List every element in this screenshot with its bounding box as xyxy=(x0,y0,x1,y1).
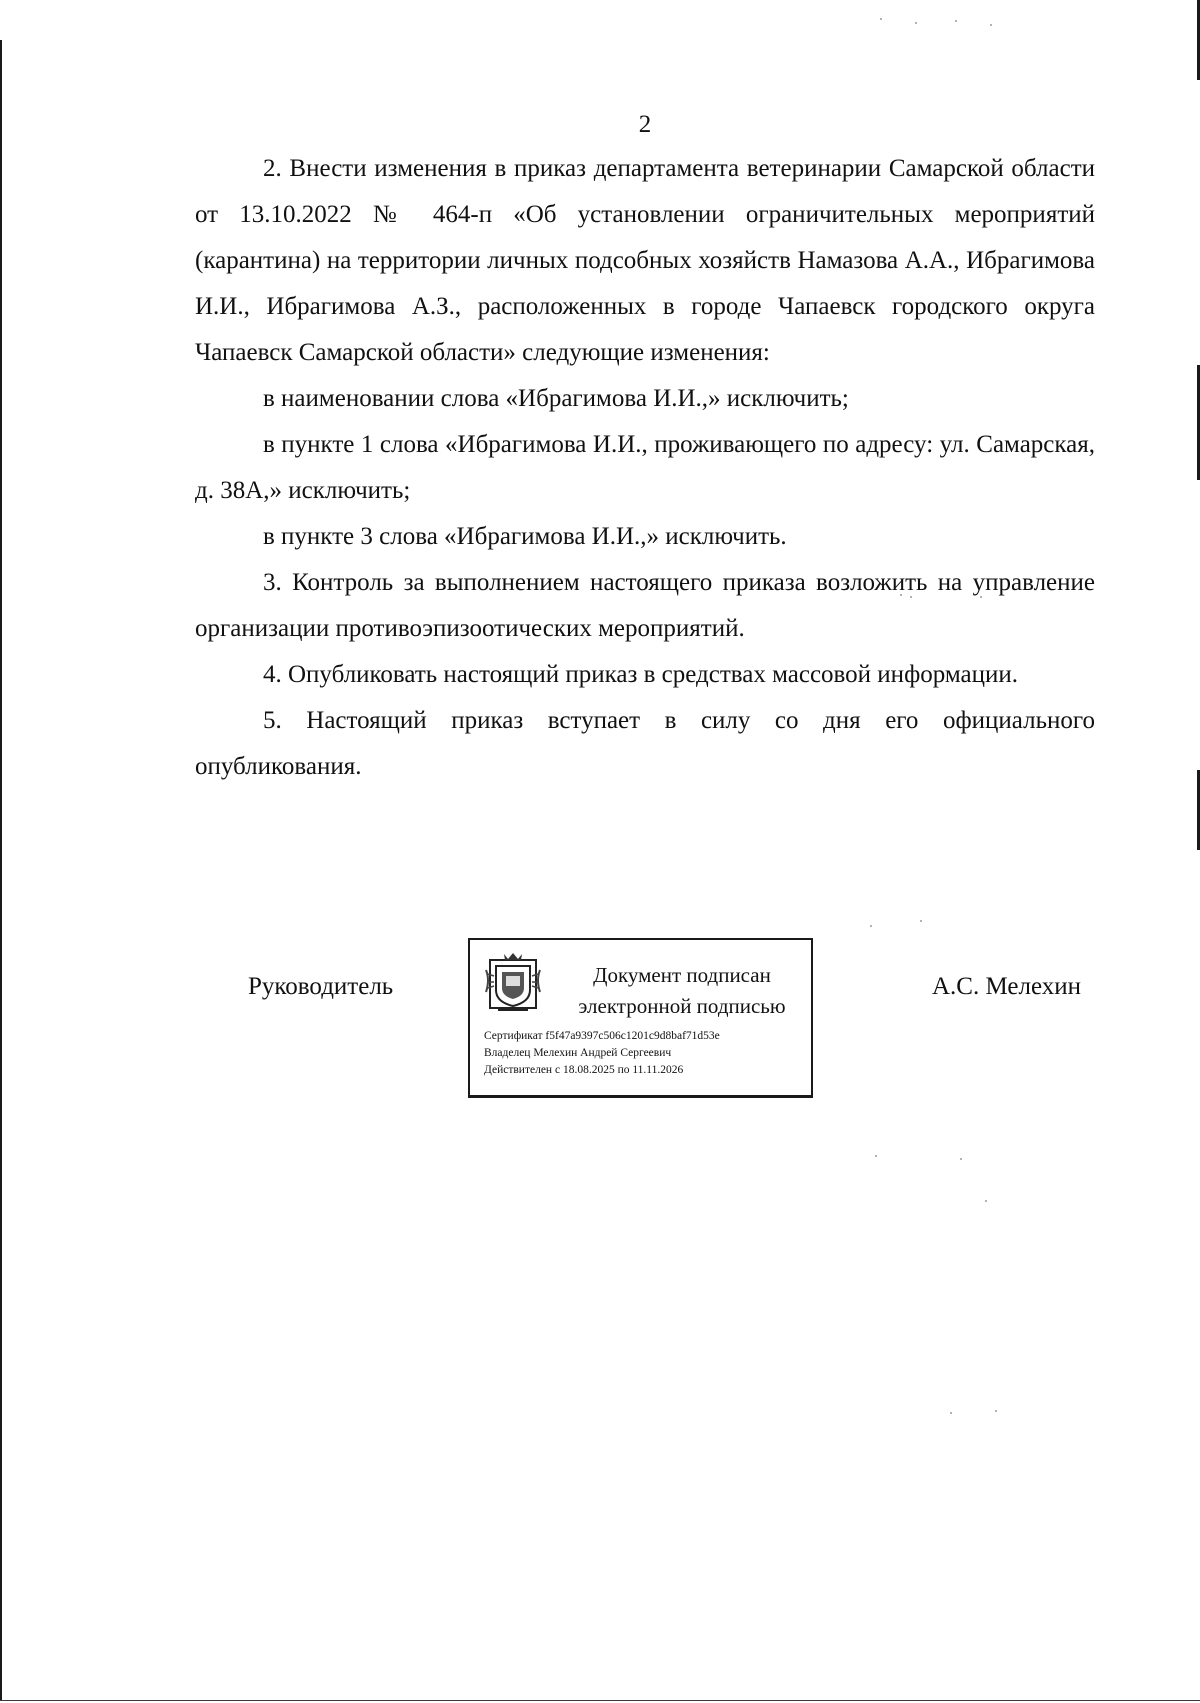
electronic-signature-stamp xyxy=(468,938,813,1098)
scan-speck xyxy=(955,20,957,22)
scan-speck xyxy=(880,18,882,20)
scan-speck xyxy=(915,22,917,24)
signature-block xyxy=(0,938,1200,1108)
stamp-owner: Владелец Мелехин Андрей Сергеевич xyxy=(484,1047,672,1059)
paragraph-control: 3. Контроль за выполнением настоящего приказа возложить на управление организации противоэпизоотических мероприятий. xyxy=(195,569,1095,642)
coat-of-arms-icon xyxy=(484,950,542,1014)
stamp-certificate: Сертификат f5f47a9397c506c1201c9d8baf71d53e xyxy=(484,1030,720,1042)
stamp-heading-line-1: Документ подписан xyxy=(593,963,771,987)
scan-speck xyxy=(870,925,872,927)
scan-edge-left xyxy=(0,40,2,1700)
scan-speck xyxy=(985,1200,987,1202)
scan-speck xyxy=(960,1158,962,1160)
signatory-name: А.С. Мелехин xyxy=(932,973,1081,1000)
scan-edge-bottom xyxy=(0,1700,1200,1701)
order-body xyxy=(195,146,1095,790)
stamp-details xyxy=(484,1028,809,1079)
stamp-heading-line-2: электронной подписью xyxy=(578,994,786,1018)
paragraph-point-1-change: в пункте 1 слова «Ибрагимова И.И., проживающего по адресу: ул. Самарская, д. 38А,» исключить; xyxy=(195,431,1095,504)
paragraph-amendments: 2. Внести изменения в приказ департамента ветеринарии Самарской области от 13.10.2022 № 464-п «Об установлении ограничительных мероприятий (карантина) на территории личных подсобных хозяйств Намазова А.А., Ибрагимова И.И., Ибрагимова А.З., расположенных в городе Чапаевск городского округа Чапаевск Самарской области» следующие изменения: xyxy=(195,155,1095,366)
paragraph-name-change: в наименовании слова «Ибрагимова И.И.,» исключить; xyxy=(263,385,849,412)
scan-speck xyxy=(875,1155,877,1157)
scan-speck xyxy=(920,920,922,922)
scan-speck xyxy=(995,1410,997,1412)
signatory-position: Руководитель xyxy=(248,973,394,1000)
stamp-validity: Действителен с 18.08.2025 по 11.11.2026 xyxy=(484,1064,684,1076)
paragraph-publication: 4. Опубликовать настоящий приказ в средствах массовой информации. xyxy=(263,661,1019,688)
scan-speck xyxy=(950,1412,952,1414)
paragraph-effective-date: 5. Настоящий приказ вступает в силу со дня его официального опубликования. xyxy=(195,707,1095,780)
stamp-heading xyxy=(562,960,802,1022)
scan-speck xyxy=(990,24,992,26)
paragraph-point-3-change: в пункте 3 слова «Ибрагимова И.И.,» исключить. xyxy=(263,523,787,550)
page-number: 2 xyxy=(638,111,652,138)
